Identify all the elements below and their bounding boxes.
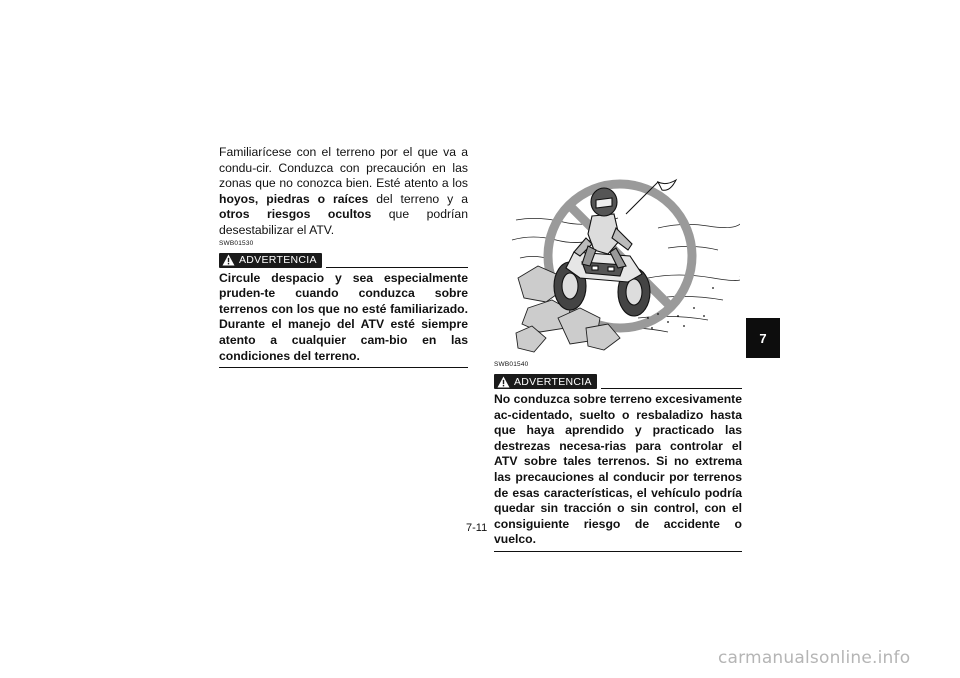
warning-text: No conduzca sobre terreno excesivamente ac-cidentado, suelto o resbaladizo hasta que haya aprendido y practicado las destrezas necesa-rias para controlar el ATV sobre tales terrenos. Si no extrema las precauciones al conducir por terrenos de esas características, el vehículo podría quedar sin tracción o sin control, con el consiguiente riesgo de accidente o vuelco. [494,392,742,552]
left-column [219,145,468,368]
warning-rule [601,388,742,389]
intro-bold-1: hoyos, piedras o raíces [219,191,369,206]
warning-label: ADVERTENCIA [239,254,317,267]
warning-triangle-icon [222,254,235,266]
warning-rule [326,267,468,268]
intro-text-3: que podrían desestabilizar el ATV. [219,207,468,237]
warning-code: SWB01540 [494,361,529,368]
intro-bold-2: otros riesgos ocultos [219,207,372,222]
page-number: 7-11 [466,522,488,534]
intro-paragraph [219,145,468,239]
warning-badge [219,253,322,268]
intro-text-1: Familiarícese con el terreno por el que va a condu-cir. Conduzca con precaución en las zonas que no conozca bien. Esté atento a los [219,145,468,191]
intro-text-2: del terreno y a [368,191,468,206]
atv-rough-terrain-prohibited-illustration [508,168,740,358]
warning-label: ADVERTENCIA [514,375,592,388]
warning-text: Circule despacio y sea especialmente pruden-te cuando conduzca sobre terrenos con los que no esté familiarizado. Durante el manejo del ATV esté siempre atento a cualquier cam-bio en las condiciones del terreno. [219,271,468,369]
warning-triangle-icon [497,376,510,388]
warning-badge [494,374,597,389]
warning-code: SWB01530 [219,239,254,247]
warning-header [219,250,468,268]
right-column [494,360,742,552]
chapter-tab: 7 [746,318,780,358]
watermark: carmanualsonline.info [718,648,911,668]
warning-header [494,371,742,389]
